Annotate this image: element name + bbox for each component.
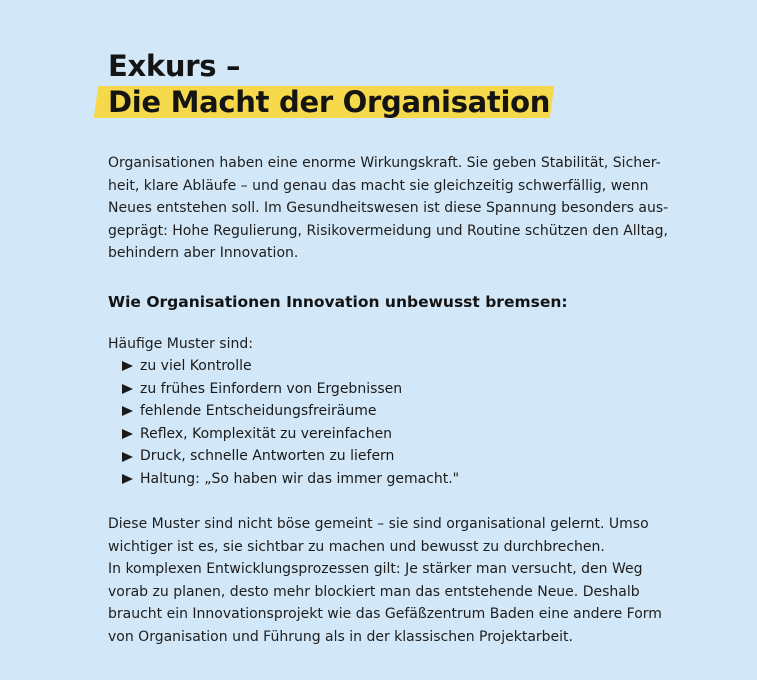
- list-item: [122, 445, 459, 468]
- triangle-bullet-icon: [122, 384, 133, 394]
- intro-paragraph-line: Neues entstehen soll. Im Gesundheitswesen ist diese Spannung besonders aus-: [108, 200, 669, 216]
- closing-paragraph: [108, 513, 662, 648]
- list-item: [122, 355, 459, 378]
- triangle-bullet-icon: [122, 361, 133, 371]
- closing-paragraph-line: wichtiger ist es, sie sichtbar zu machen und bewusst zu durchbrechen.: [108, 538, 605, 555]
- title-line-2-wrapper: [96, 82, 550, 122]
- list-item: [122, 468, 459, 491]
- list-item-text: Reflex, Komplexität zu vereinfachen: [140, 425, 393, 442]
- intro-paragraph-line: geprägt: Hohe Regulierung, Risikovermeidung und Routine schützen den Alltag,: [108, 222, 668, 239]
- pattern-list: [122, 355, 459, 491]
- section-heading: Wie Organisationen Innovation unbewusst bremsen:: [108, 293, 568, 311]
- intro-paragraph-line: heit, klare Abläufe – und genau das macht sie gleichzeitig schwerfällig, wenn: [108, 177, 649, 194]
- triangle-bullet-icon: [122, 474, 133, 484]
- list-item-text: Haltung: „So haben wir das immer gemacht.": [140, 470, 460, 487]
- title-line-1: Exkurs –: [108, 49, 241, 83]
- pattern-intro-text: Häufige Muster sind:: [108, 336, 253, 352]
- triangle-bullet-icon: [122, 406, 133, 416]
- list-item-text: zu frühes Einfordern von Ergebnissen: [140, 380, 403, 397]
- list-item: [122, 378, 459, 401]
- intro-paragraph-line: Organisationen haben eine enorme Wirkungskraft. Sie geben Stabilität, Sicher-: [108, 155, 661, 171]
- triangle-bullet-icon: [122, 452, 133, 462]
- closing-paragraph-line: braucht ein Innovationsprojekt wie das Gefäßzentrum Baden eine andere Form: [108, 606, 662, 622]
- intro-paragraph: [108, 152, 669, 265]
- closing-paragraph-line: vorab zu planen, desto mehr blockiert man das entstehende Neue. Deshalb: [108, 583, 640, 600]
- closing-paragraph-line: Diese Muster sind nicht böse gemeint – sie sind organisational gelernt. Umso: [108, 516, 649, 532]
- list-item-text: fehlende Entscheidungsfreiräume: [140, 403, 377, 420]
- closing-paragraph-line: von Organisation und Führung als in der klassischen Projektarbeit.: [108, 628, 573, 645]
- pattern-intro: [108, 333, 648, 356]
- list-item: [122, 400, 459, 423]
- intro-paragraph-line: behindern aber Innovation.: [108, 245, 299, 261]
- closing-paragraph-line: In komplexen Entwicklungsprozessen gilt: Je stärker man versucht, den Weg: [108, 561, 643, 577]
- list-item-text: Druck, schnelle Antworten zu liefern: [140, 448, 395, 465]
- list-item-text: zu viel Kontrolle: [140, 358, 252, 374]
- title-line-2: Die Macht der Organisation: [108, 85, 551, 119]
- list-item: [122, 423, 459, 446]
- triangle-bullet-icon: [122, 429, 133, 439]
